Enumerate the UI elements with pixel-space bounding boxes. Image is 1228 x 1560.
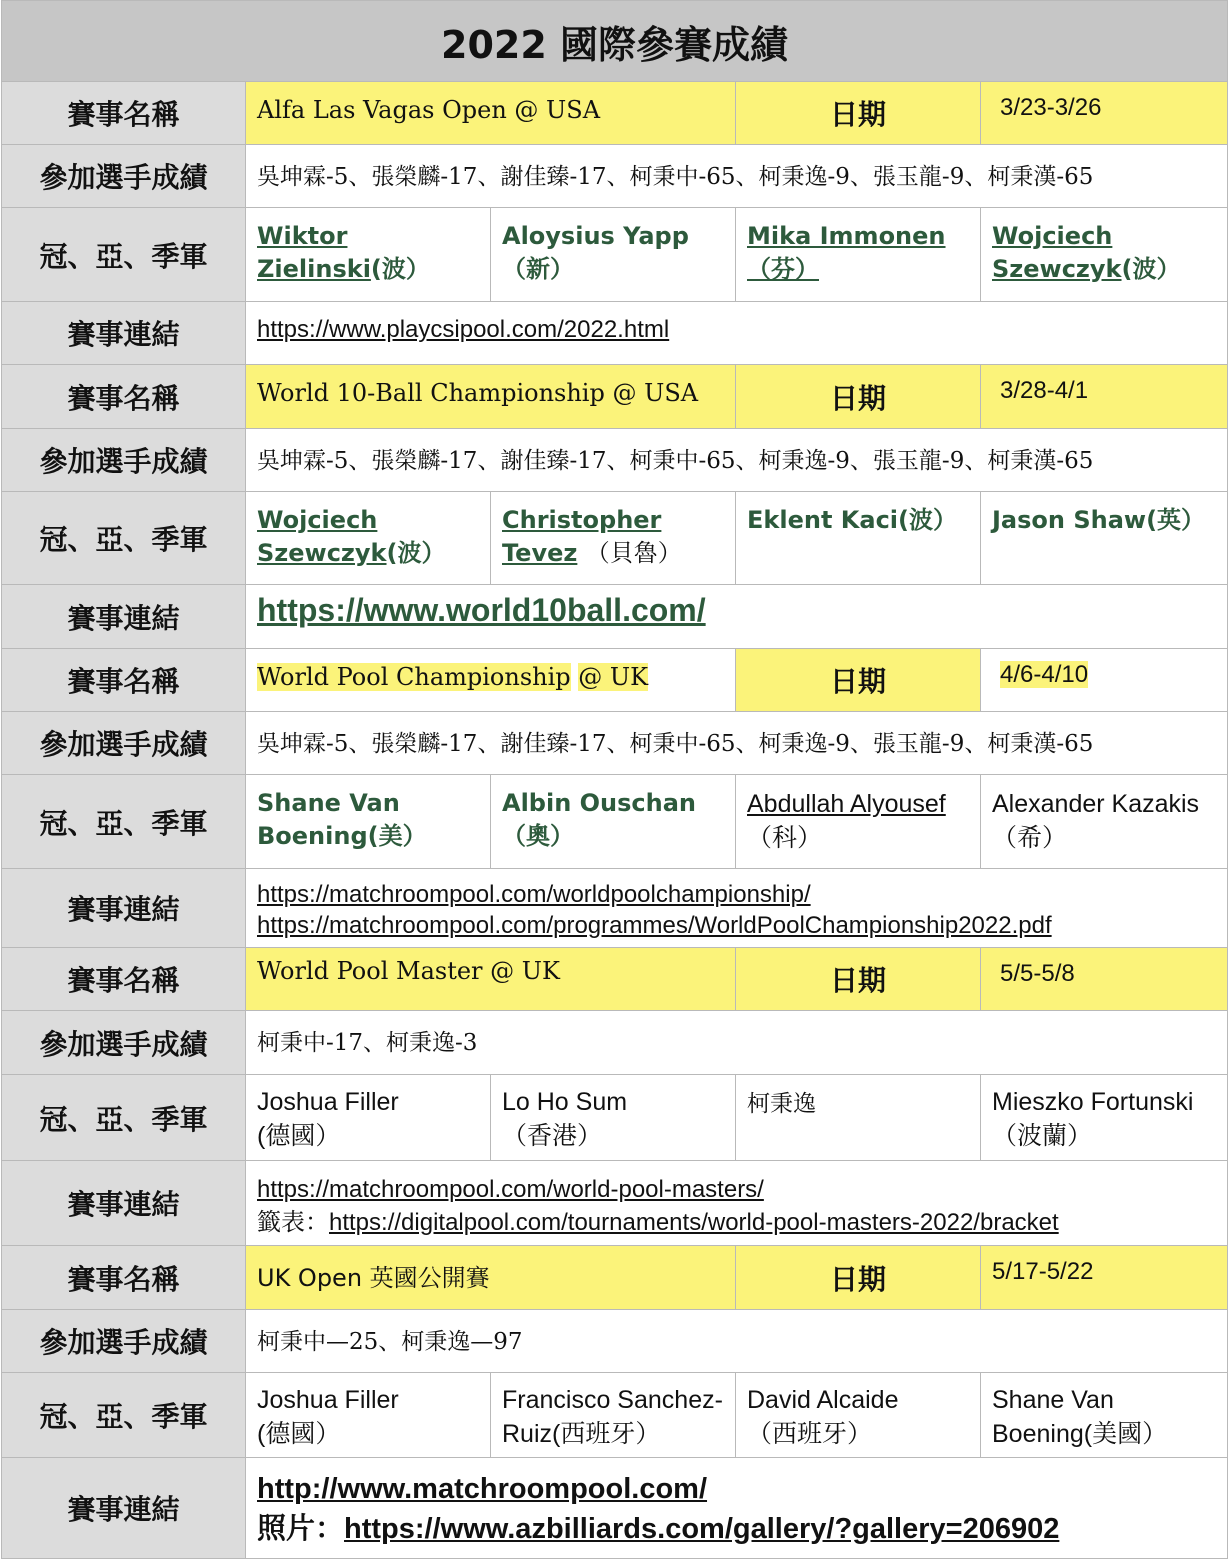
runner-up: Albin Ouschan （奧） [491,775,736,869]
champion: Shane Van Boening(美） [246,775,491,869]
label-event-name: 賽事名稱 [2,948,246,1011]
event-name: UK Open 英國公開賽 [246,1246,736,1310]
label-date: 日期 [736,1246,981,1310]
third-place: 柯秉逸 [736,1075,981,1161]
player-results: 柯秉中—25、柯秉逸—97 [246,1310,1228,1373]
page-title: 2022 國際參賽成績 [2,1,1228,82]
label-event-name: 賽事名稱 [2,649,246,712]
event-url[interactable]: https://matchroompool.com/world-pool-masters/ [257,1176,764,1203]
champion[interactable]: Wojciech Szewczyk(波） [246,492,491,585]
event-url[interactable]: https://www.world10ball.com/ [257,592,706,628]
label-players: 參加選手成績 [2,712,246,775]
champion: Joshua Filler (德國） [246,1075,491,1161]
photo-label: 照片： [257,1513,345,1545]
event-date: 3/23-3/26 [981,82,1228,145]
third-place[interactable]: Abdullah Alyousef （科） [736,775,981,869]
third-place: David Alcaide （西班牙） [736,1373,981,1458]
runner-up: Francisco Sanchez-Ruiz(西班牙） [491,1373,736,1458]
runner-up[interactable]: Christopher Tevez （貝魯） [491,492,736,585]
label-players: 參加選手成績 [2,1310,246,1373]
label-event-name: 賽事名稱 [2,1246,246,1310]
champion: Joshua Filler (德國） [246,1373,491,1458]
event-link[interactable] [246,302,1228,365]
third-place: Eklent Kaci(波） [736,492,981,585]
event-links[interactable] [246,1458,1228,1559]
champion[interactable]: Wiktor Zielinski(波） [246,208,491,302]
label-date: 日期 [736,82,981,145]
label-podium: 冠、亞、季軍 [2,492,246,585]
label-link: 賽事連結 [2,302,246,365]
event-url[interactable]: http://www.matchroompool.com/ [257,1473,708,1505]
label-podium: 冠、亞、季軍 [2,775,246,869]
label-players: 參加選手成績 [2,145,246,208]
event-date: 3/28-4/1 [981,365,1228,429]
label-date: 日期 [736,649,981,712]
event-name: World Pool Championship @ UK [246,649,736,712]
event-date: 4/6-4/10 [981,649,1228,712]
player-results: 吳坤霖-5、張榮麟-17、謝佳臻-17、柯秉中-65、柯秉逸-9、張玉龍-9、柯秉漢-65 [246,712,1228,775]
event-date: 5/17-5/22 [981,1246,1228,1310]
third-place[interactable]: Wojciech Szewczyk(波） [981,208,1228,302]
event-url[interactable]: https://www.playcsipool.com/2022.html [257,316,670,343]
label-event-name: 賽事名稱 [2,82,246,145]
event-links[interactable] [246,869,1228,948]
player-results: 柯秉中-17、柯秉逸-3 [246,1011,1228,1075]
player-results: 吳坤霖-5、張榮麟-17、謝佳臻-17、柯秉中-65、柯秉逸-9、張玉龍-9、柯秉漢-65 [246,145,1228,208]
label-date: 日期 [736,365,981,429]
runner-up: Aloysius Yapp （新） [491,208,736,302]
event-name: World 10-Ball Championship @ USA [246,365,736,429]
event-name: World Pool Master @ UK [246,948,736,1011]
third-place: Alexander Kazakis（希） [981,775,1228,869]
event-name: Alfa Las Vagas Open @ USA [246,82,736,145]
bracket-url[interactable]: https://digitalpool.com/tournaments/world-pool-masters-2022/bracket [329,1209,1059,1236]
player-results: 吳坤霖-5、張榮麟-17、謝佳臻-17、柯秉中-65、柯秉逸-9、張玉龍-9、柯秉漢-65 [246,429,1228,492]
label-link: 賽事連結 [2,585,246,649]
runner-up: Lo Ho Sum （香港） [491,1075,736,1161]
label-link: 賽事連結 [2,1161,246,1246]
event-url[interactable]: https://matchroompool.com/worldpoolchampionship/ [257,881,811,908]
label-link: 賽事連結 [2,1458,246,1559]
label-players: 參加選手成績 [2,429,246,492]
label-link: 賽事連結 [2,869,246,948]
event-date: 5/5-5/8 [981,948,1228,1011]
bracket-label: 籤表： [257,1209,329,1236]
event-links[interactable] [246,1161,1228,1246]
programme-url[interactable]: https://matchroompool.com/programmes/WorldPoolChampionship2022.pdf [257,912,1052,939]
photo-url[interactable]: https://www.azbilliards.com/gallery/?gallery=206902 [344,1513,1060,1545]
label-podium: 冠、亞、季軍 [2,1373,246,1458]
label-date: 日期 [736,948,981,1011]
label-podium: 冠、亞、季軍 [2,1075,246,1161]
third-place: Jason Shaw(英） [981,492,1228,585]
third-place: Mieszko Fortunski （波蘭） [981,1075,1228,1161]
event-link[interactable] [246,585,1228,649]
label-podium: 冠、亞、季軍 [2,208,246,302]
third-place[interactable]: Mika Immonen （芬） [736,208,981,302]
third-place: Shane Van Boening(美國） [981,1373,1228,1458]
label-players: 參加選手成績 [2,1011,246,1075]
results-table [1,0,1228,1559]
label-event-name: 賽事名稱 [2,365,246,429]
